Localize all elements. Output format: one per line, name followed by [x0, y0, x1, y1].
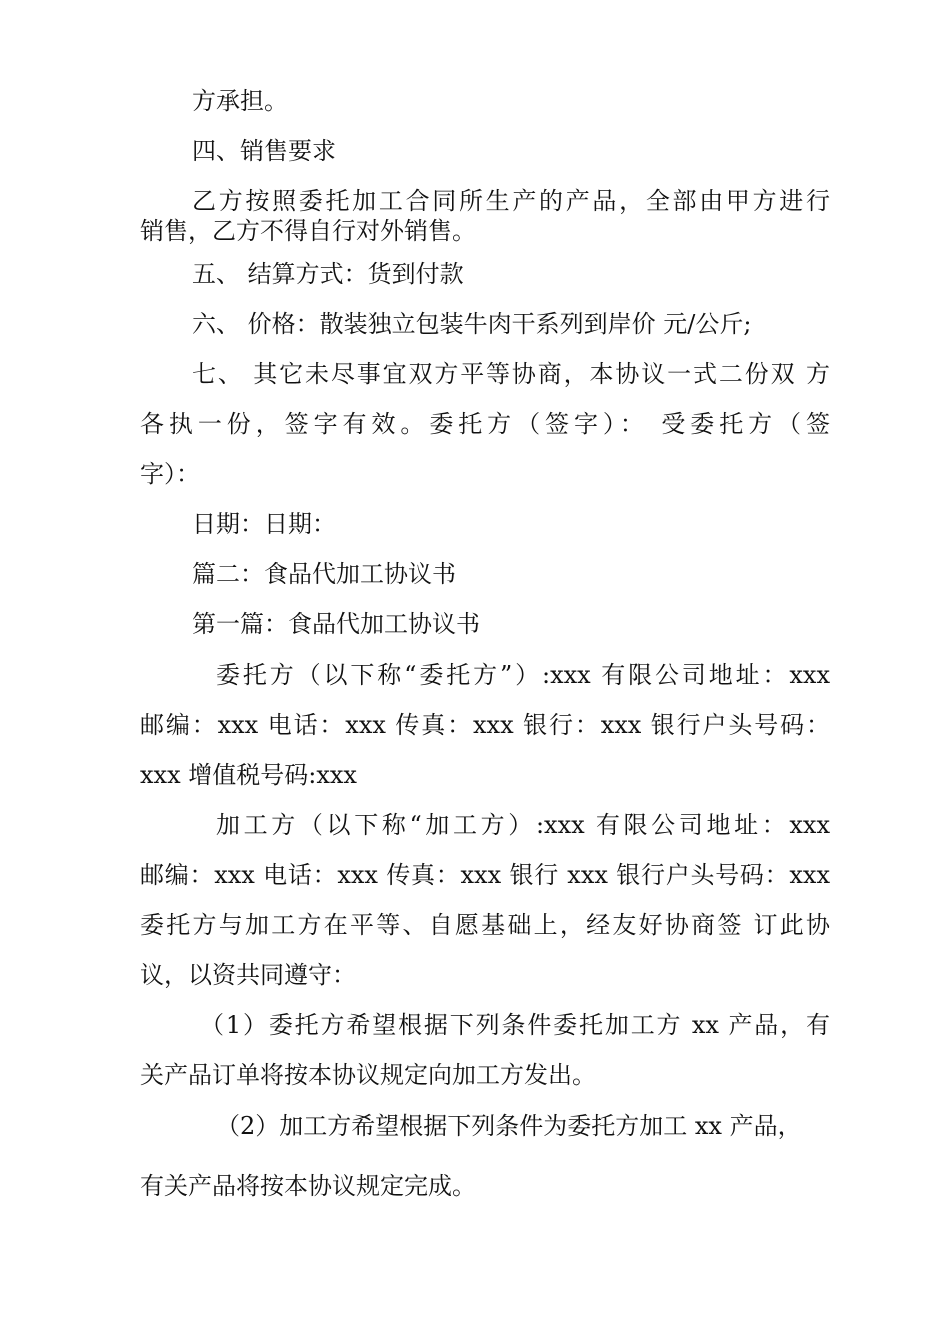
paragraph-line: xxx 增值税号码:xxx: [140, 761, 357, 789]
paragraph-line: 销售，乙方不得自行对外销售。: [140, 217, 476, 245]
section-title: 篇二：食品代加工协议书: [192, 560, 456, 588]
paragraph-line: 有关产品将按本协议规定完成。: [140, 1172, 476, 1200]
paragraph-line: 加工方（以下称“加工方）:xxx 有限公司地址：xxx: [216, 811, 830, 839]
section-heading: 六、 价格：散装独立包装牛肉干系列到岸价 元/公斤;: [192, 310, 752, 338]
section-title: 第一篇：食品代加工协议书: [192, 610, 480, 638]
paragraph-line: （2）加工方希望根据下列条件为委托方加工 xx 产品，: [216, 1112, 802, 1140]
paragraph-line: 字）：: [140, 460, 200, 488]
paragraph-line: 委托方（以下称“委托方”）:xxx 有限公司地址：xxx: [216, 661, 830, 689]
paragraph-line: 七、 其它未尽事宜双方平等协商，本协议一式二份双 方: [192, 360, 830, 388]
paragraph-line: 议，以资共同遵守：: [140, 961, 356, 989]
paragraph-line: 邮编：xxx 电话：xxx 传真：xxx 银行：xxx 银行户头号码：: [140, 711, 830, 739]
paragraph-line: 邮编：xxx 电话：xxx 传真：xxx 银行 xxx 银行户头号码：xxx: [140, 861, 830, 889]
section-heading: 四、销售要求: [192, 137, 336, 165]
paragraph-line: 方承担。: [192, 87, 288, 115]
date-line: 日期：日期：: [192, 510, 336, 538]
paragraph-line: 乙方按照委托加工合同所生产的产品，全部由甲方进行: [192, 187, 830, 215]
paragraph-line: 各执一份，签字有效。委托方（签字）： 受委托方（签: [140, 410, 830, 438]
paragraph-line: （1）委托方希望根据下列条件委托加工方 xx 产品，有: [200, 1011, 830, 1039]
paragraph-line: 关产品订单将按本协议规定向加工方发出。: [140, 1061, 596, 1089]
section-heading: 五、 结算方式：货到付款: [192, 260, 464, 288]
paragraph-line: 委托方与加工方在平等、自愿基础上，经友好协商签 订此协: [140, 911, 830, 939]
